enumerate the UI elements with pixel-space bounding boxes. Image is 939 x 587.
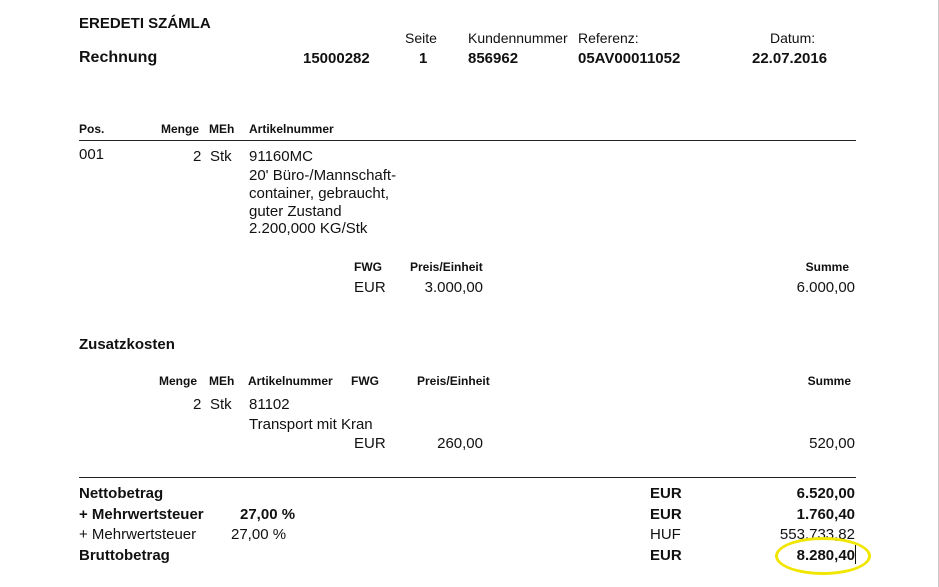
price-summe-header: Summe	[805, 260, 849, 274]
price-fwg: EUR	[354, 279, 386, 296]
zk-fwg: EUR	[354, 435, 386, 452]
zk-col-fwg: FWG	[351, 374, 379, 388]
price-fwg-header: FWG	[354, 260, 382, 274]
document-title: EREDETI SZÁMLA	[79, 15, 211, 32]
mwst-eur-rate: 27,00 %	[240, 506, 296, 523]
item-meh: Stk	[210, 148, 232, 165]
page-label: Seite	[405, 30, 437, 46]
mwst-eur-value: 1.760,40	[796, 506, 855, 523]
zk-col-artikel: Artikelnummer	[248, 374, 333, 388]
document-type: Rechnung	[79, 49, 158, 66]
price-preis: 3.000,00	[424, 279, 483, 296]
zk-summe: 520,00	[809, 435, 855, 452]
col-pos-header: Pos.	[79, 122, 105, 136]
item-pos: 001	[79, 146, 105, 163]
mwst-eur-currency: EUR	[650, 506, 682, 523]
col-menge-header: Menge	[161, 122, 200, 136]
invoice-number: 15000282	[303, 50, 370, 67]
customer-value: 856962	[468, 50, 519, 67]
item-desc-line3: guter Zustand	[249, 203, 342, 220]
page-value: 1	[419, 50, 428, 67]
zk-col-summe: Summe	[807, 374, 851, 388]
zk-menge: 2	[193, 396, 202, 413]
brutto-label: Bruttobetrag	[79, 547, 170, 564]
mwst-huf-currency: HUF	[650, 526, 681, 543]
mwst-huf-rate: 27,00 %	[231, 526, 287, 543]
date-value: 22.07.2016	[752, 50, 828, 67]
col-meh-header: MEh	[209, 122, 235, 136]
zk-col-preis: Preis/Einheit	[417, 374, 490, 388]
netto-value: 6.520,00	[796, 485, 855, 502]
mwst-huf-label: + Mehrwertsteuer	[79, 526, 197, 543]
reference-value: 05AV00011052	[578, 50, 681, 67]
zk-col-meh: MEh	[209, 374, 235, 388]
totals-divider	[79, 477, 856, 478]
zk-meh: Stk	[210, 396, 232, 413]
mwst-eur-label: + Mehrwertsteuer	[79, 506, 204, 523]
brutto-value: 8.280,40	[796, 547, 855, 564]
zk-preis: 260,00	[437, 435, 483, 452]
item-desc-line2: container, gebraucht,	[249, 185, 390, 202]
zk-description: Transport mit Kran	[249, 416, 373, 433]
item-menge: 2	[193, 148, 202, 165]
price-preis-header: Preis/Einheit	[410, 260, 483, 274]
netto-label: Nettobetrag	[79, 485, 164, 502]
zusatzkosten-title: Zusatzkosten	[79, 336, 175, 353]
customer-label: Kundennummer	[468, 30, 568, 46]
brutto-highlight-ellipse	[775, 537, 871, 575]
brutto-currency: EUR	[650, 547, 682, 564]
zk-col-menge: Menge	[159, 374, 198, 388]
netto-currency: EUR	[650, 485, 682, 502]
text-cursor	[855, 545, 856, 564]
item-artikel: 91160MC	[249, 148, 313, 165]
item-desc-line4: 2.200,000 KG/Stk	[249, 220, 368, 237]
col-artikel-header: Artikelnummer	[249, 122, 334, 136]
zk-artikel: 81102	[249, 396, 290, 413]
item-desc-line1: 20' Büro-/Mannschaft-	[249, 167, 397, 184]
price-summe: 6.000,00	[796, 279, 855, 296]
table-header-divider	[79, 140, 856, 141]
reference-label: Referenz:	[578, 30, 639, 46]
date-label: Datum:	[770, 30, 816, 46]
mwst-huf-value: 553.733,82	[779, 526, 855, 543]
